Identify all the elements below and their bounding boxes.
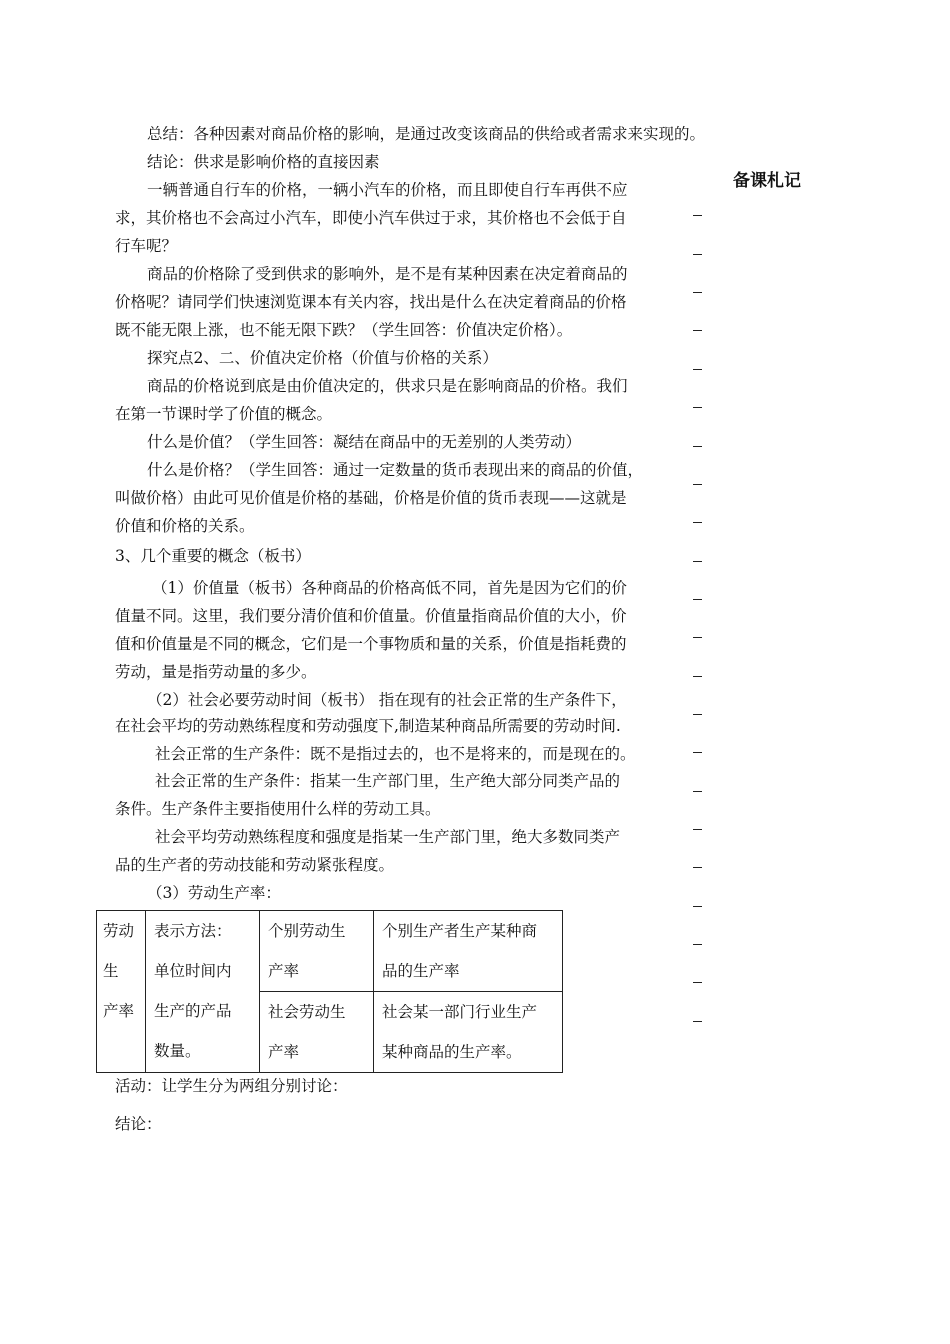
text-line: 社会正常的生产条件：指某一生产部门里，生产绝大部分同类产品的 [155, 772, 621, 790]
text-line: 3、几个重要的概念（板书） [115, 547, 311, 565]
sidebar-title: 备课札记 [733, 171, 801, 191]
note-line [693, 829, 702, 830]
text-line: 品的生产者的劳动技能和劳动紧张程度。 [115, 856, 395, 874]
note-line [693, 369, 702, 370]
text-line: 一辆普通自行车的价格，一辆小汽车的价格，而且即使自行车再供不应 [147, 181, 628, 199]
text-line: 社会正常的生产条件：既不是指过去的，也不是将来的，而是现在的。 [155, 745, 636, 763]
note-line [693, 292, 702, 293]
note-line [693, 484, 702, 485]
note-line [693, 714, 702, 715]
text-line: 条件。生产条件主要指使用什么样的劳动工具。 [115, 800, 441, 818]
table-cell-individual-label: 个别劳动生 产率 [260, 911, 374, 992]
table-cell-term: 劳动 生 产率 [97, 911, 146, 1073]
text-line: 总结：各种因素对商品价格的影响，是通过改变该商品的供给或者需求来实现的。 [147, 125, 706, 143]
note-line [693, 982, 702, 983]
text-line: 商品的价格除了受到供求的影响外，是不是有某种因素在决定着商品的 [147, 265, 628, 283]
text-line: 既不能无限上涨，也不能无限下跌？（学生回答：价值决定价格）。 [115, 321, 573, 339]
text-line: 结论：供求是影响价格的直接因素 [147, 153, 380, 171]
note-line [693, 522, 702, 523]
note-line [693, 330, 702, 331]
table-cell-method: 表示方法： 单位时间内 生产的产品 数量。 [146, 911, 260, 1073]
text-line: 劳动，量是指劳动量的多少。 [115, 663, 317, 681]
text-line: 什么是价格？（学生回答：通过一定数量的货币表现出来的商品的价值， [147, 461, 644, 479]
text-line: 什么是价值？（学生回答：凝结在商品中的无差别的人类劳动） [147, 433, 582, 451]
text-line: 叫做价格）由此可见价值是价格的基础，价格是价值的货币表现——这就是 [115, 489, 627, 507]
productivity-table [96, 910, 563, 1073]
note-line [693, 254, 702, 255]
note-line [693, 752, 702, 753]
note-line [693, 599, 702, 600]
note-line [693, 637, 702, 638]
note-line [693, 867, 702, 868]
text-line: 社会平均劳动熟练程度和强度是指某一生产部门里，绝大多数同类产 [155, 828, 621, 846]
text-line: 在社会平均的劳动熟练程度和劳动强度下,制造某种商品所需要的劳动时间. [115, 717, 621, 735]
text-line: 求，其价格也不会高过小汽车，即使小汽车供过于求，其价格也不会低于自 [115, 209, 627, 227]
text-line: 结论： [115, 1115, 162, 1133]
note-line [693, 407, 702, 408]
text-line: 商品的价格说到底是由价值决定的，供求只是在影响商品的价格。我们 [147, 377, 628, 395]
note-line [693, 676, 702, 677]
text-line: （2）社会必要劳动时间（板书） 指在现有的社会正常的生产条件下， [147, 691, 627, 709]
text-line: 值和价值量是不同的概念，它们是一个事物质和量的关系，价值是指耗费的 [115, 635, 627, 653]
table-cell-social-label: 社会劳动生 产率 [260, 992, 374, 1073]
text-line: 值量不同。这里，我们要分清价值和价值量。价值量指商品价值的大小，价 [115, 607, 627, 625]
note-line [693, 791, 702, 792]
text-line: 在第一节课时学了价值的概念。 [115, 405, 333, 423]
note-line [693, 561, 702, 562]
text-line: （1）价值量（板书）各种商品的价格高低不同，首先是因为它们的价 [152, 579, 627, 597]
note-line [693, 1021, 702, 1022]
table-cell-individual-desc: 个别生产者生产某种商 品的生产率 [374, 911, 563, 992]
text-line: （3）劳动生产率： [147, 884, 281, 902]
text-line: 价格呢？请同学们快速浏览课本有关内容，找出是什么在决定着商品的价格 [115, 293, 627, 311]
note-line [693, 944, 702, 945]
text-line: 探究点2、二、价值决定价格（价值与价格的关系） [147, 349, 498, 367]
note-line [693, 446, 702, 447]
text-line: 行车呢？ [115, 237, 178, 255]
table-cell-social-desc: 社会某一部门行业生产 某种商品的生产率。 [374, 992, 563, 1073]
text-line: 价值和价格的关系。 [115, 517, 255, 535]
note-line [693, 215, 702, 216]
text-line: 活动：让学生分为两组分别讨论： [115, 1077, 348, 1095]
note-line [693, 906, 702, 907]
